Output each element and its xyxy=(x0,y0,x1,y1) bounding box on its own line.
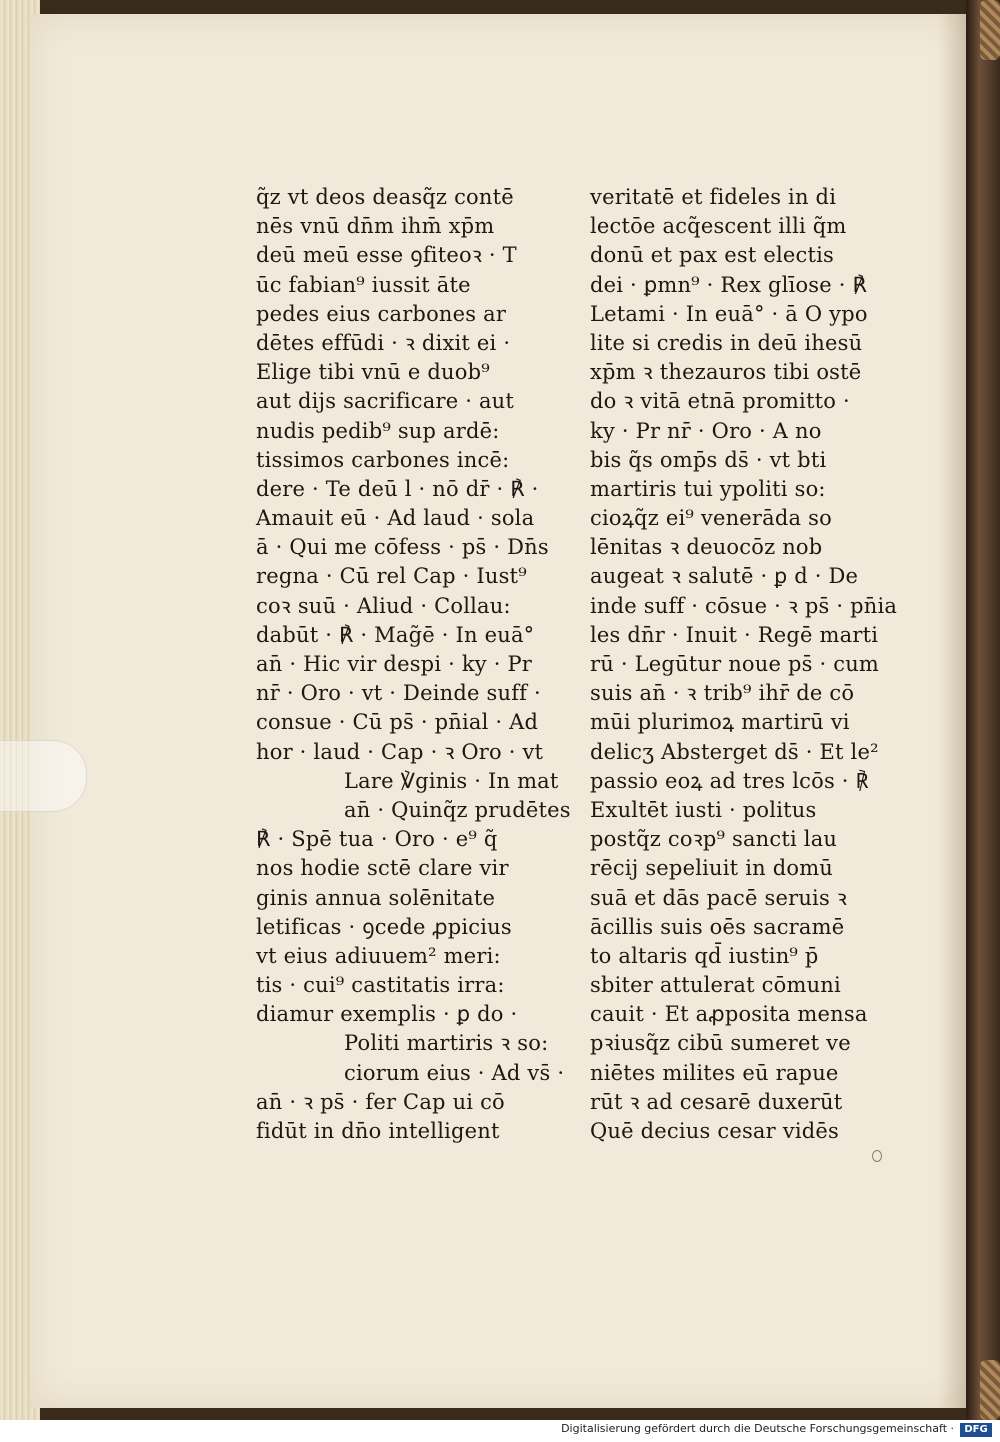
text-line: Exultēt iusti · politus xyxy=(590,797,817,822)
text-line: Letami · In euā° · ā O ypo xyxy=(590,301,868,326)
text-line: ciorum eius · Ad vs̄ · xyxy=(344,1060,565,1085)
right-text-column xyxy=(590,183,898,1146)
text-line: postq̃z coꝛp⁹ sancti lau xyxy=(590,827,838,852)
text-line: regna · Cū rel Cap · Iust⁹ xyxy=(256,564,527,589)
text-line: hor · laud · Cap · ꝛ Oro · vt xyxy=(256,739,544,764)
text-line: ā · Qui me cōfess · ps̄ · Dn̄s xyxy=(256,535,549,560)
text-line: dabūt · ℟ · Mag̃ē · In euā° xyxy=(256,622,535,647)
text-line: dei · ꝑmn⁹ · Rex glīose · ℟ xyxy=(590,272,868,297)
text-line: sbiter attulerat cōmuni xyxy=(590,973,841,998)
text-line: tis · cui⁹ castitatis irra: xyxy=(256,973,505,998)
text-line: vt eius adiuuem² meri: xyxy=(256,943,501,968)
text-line: passio eoꝝ ad tres lcōs · ℟ xyxy=(590,768,869,793)
text-line: ūc fabian⁹ iussit āte xyxy=(256,272,471,297)
text-line: suā et dās pacē seruis ꝛ xyxy=(590,885,847,910)
text-line: cauit · Et aꝓposita mensa xyxy=(590,1002,868,1027)
text-line: martiris tui ypoliti so: xyxy=(590,476,826,501)
text-line: lectōe acq̃escent illi q̃m xyxy=(590,214,847,239)
text-line: fidūt in dn̄o intelligent xyxy=(256,1119,500,1143)
text-line: lite si credis in deū ihesū xyxy=(590,330,863,355)
book-binding xyxy=(966,0,1000,1420)
text-line: Lare ℣ginis · In mat xyxy=(344,768,559,793)
page-tab-marker xyxy=(0,740,87,812)
text-line: rū · Legūtur noue ps̄ · cum xyxy=(590,652,880,676)
text-line: ācillis suis oēs sacramē xyxy=(590,914,845,939)
text-line: pedes eius carbones ar xyxy=(256,301,507,326)
text-line: ky · Pr nr̄ · Oro · A no xyxy=(590,418,822,443)
text-line: nr̄ · Oro · vt · Deinde suff · xyxy=(256,681,541,706)
text-line: Amauit eū · Ad laud · sola xyxy=(256,506,535,531)
text-line: deū meū esse ꝯfiteoꝛ · T xyxy=(256,243,517,268)
paper-stain xyxy=(872,1150,882,1162)
text-line: rūt ꝛ ad cesarē duxerūt xyxy=(590,1089,843,1114)
text-line: nēs vnū dn̄m ihm̄ xp̄m xyxy=(256,214,495,239)
binding-cord-icon xyxy=(980,1360,1000,1420)
text-line: tissimos carbones incē: xyxy=(256,447,510,472)
text-line: do ꝛ vitā etnā promitto · xyxy=(590,389,850,414)
text-line: xp̄m ꝛ thezauros tibi ostē xyxy=(590,360,862,385)
text-line: an̄ · Quinq̃z prudētes xyxy=(344,797,571,822)
text-line: pꝛiusq̃z cibū sumeret ve xyxy=(590,1031,851,1056)
text-line: Politi martiris ꝛ so: xyxy=(344,1031,549,1056)
text-line: niētes milites eū rapue xyxy=(590,1060,839,1085)
text-line: suis an̄ · ꝛ trib⁹ ihr̄ de cō xyxy=(590,681,855,706)
text-line: aut dijs sacrificare · aut xyxy=(256,389,515,414)
text-line: donū et pax est electis xyxy=(590,243,835,268)
text-line: rēcij sepeliuit in domū xyxy=(590,856,834,881)
text-line: ℟ · Spē tua · Oro · e⁹ q̃ xyxy=(256,827,498,852)
text-line: dere · Te deū l · nō dr̄ · ℟ · xyxy=(256,476,539,501)
text-line: diamur exemplis · ꝑ do · xyxy=(256,1002,518,1027)
text-line: lēnitas ꝛ deuocōz nob xyxy=(590,535,823,560)
text-line: consue · Cū ps̄ · pn̄ial · Ad xyxy=(256,710,539,735)
text-line: an̄ · ꝛ ps̄ · fer Cap ui cō xyxy=(256,1089,505,1114)
text-line: cioꝝq̃z ei⁹ venerāda so xyxy=(590,506,832,531)
text-line: veritatē et fideles in di xyxy=(590,185,837,209)
text-line: delicʒ Absterget ds̄ · Et le² xyxy=(590,739,879,764)
text-line: inde suff · cōsue · ꝛ ps̄ · pn̄ia xyxy=(590,593,898,618)
footer-bar xyxy=(0,1420,1000,1442)
text-line: dētes effūdi · ꝛ dixit ei · xyxy=(256,330,511,355)
text-line: nos hodie sctē clare vir xyxy=(256,856,509,881)
text-line: to altaris qd̄ iustin⁹ p̄ xyxy=(590,943,819,968)
text-line: q̃z vt deos deasq̃z contē xyxy=(256,185,514,209)
left-text-column xyxy=(256,183,576,1146)
text-line: Quē decius cesar vidēs xyxy=(590,1119,839,1143)
text-line: an̄ · Hic vir despi · ky · Pr xyxy=(256,652,533,676)
text-line: mūi plurimoꝝ martirū vi xyxy=(590,710,850,735)
text-line: Elige tibi vnū e duob⁹ xyxy=(256,360,490,385)
text-line: bis q̃s omp̄s ds̄ · vt bti xyxy=(590,447,827,472)
text-line: les dn̄r · Inuit · Regē marti xyxy=(590,622,879,647)
binding-cord-icon xyxy=(980,0,1000,60)
funding-notice: Digitalisierung gefördert durch die Deutsche Forschungsgemeinschaft · xyxy=(561,1422,954,1435)
text-line: coꝛ suū · Aliud · Collau: xyxy=(256,593,511,618)
text-line: ginis annua solēnitate xyxy=(256,885,496,910)
text-line: augeat ꝛ salutē · ꝑ d · De xyxy=(590,564,859,589)
text-line: letificas · ꝯcede ꝓpicius xyxy=(256,914,512,939)
dfg-logo: DFG xyxy=(960,1423,992,1437)
text-line: nudis pedib⁹ sup ardē: xyxy=(256,418,500,443)
